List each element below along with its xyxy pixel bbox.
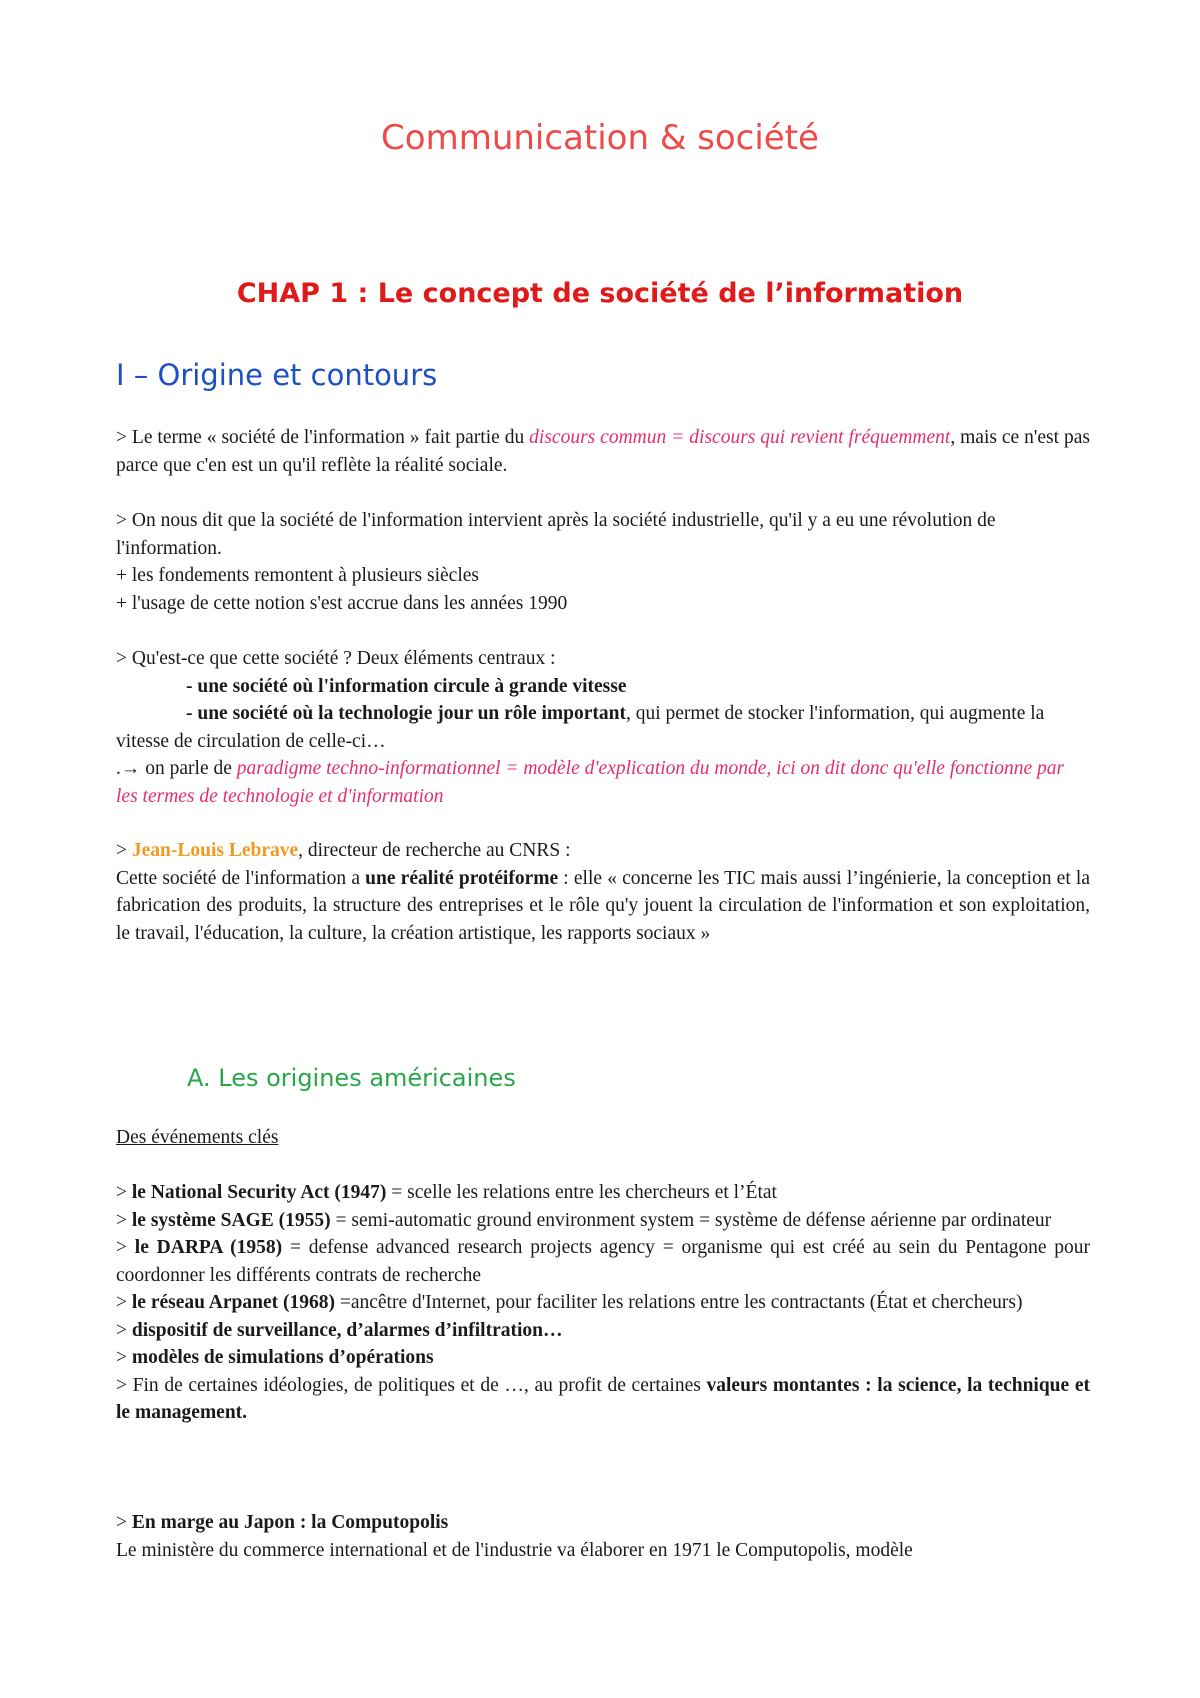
paragraph-revolution: > On nous dit que la société de l'information intervient après la société industrielle, qu'il y a eu une révolution de l'information. + les fondements remontent à plusieurs siècles + l'usage de cette notion s'est accrue dans les années 1990 [116,510,996,614]
paragraph-values: > Fin de certaines idéologies, de politiques et de …, au profit de certaines valeurs montantes : la science, la technique et le management. [116,1374,1090,1423]
paragraph-japon: > En marge au Japon : la Computopolis Le ministère du commerce international et de l'industrie va élaborer en 1971 le Computopolis, modèle [116,1512,913,1561]
highlight-definition: discours commun = discours qui revient fréquemment [529,427,951,448]
highlight-paradigm: paradigme techno-informationnel = modèle d'explication du monde, ici on dit donc qu'elle fonctionne par les termes de technologie et d'information [116,758,1065,807]
author-name: Jean-Louis Lebrave [131,840,299,861]
events-list [116,1179,1090,1427]
paragraph-lebrave: > Jean-Louis Lebrave, directeur de recherche au CNRS : Cette société de l'information a une réalité protéiforme : elle « concerne les TIC mais aussi l’ingénierie, la conception et la fabrication des produits, la structure des entreprises et le rôle qu'y jouent la circulation de l'information et son exploitation, le travail, l'éducation, la culture, la création artistique, les rapports sociaux » [116,840,1090,944]
list-item: > le National Security Act (1947) = scelle les relations entre les chercheurs et l’État [116,1182,777,1203]
events-heading: Des événements clés [116,1127,279,1148]
document-title: Communication & société [381,118,819,158]
list-item: > modèles de simulations d’opérations [116,1347,434,1368]
list-item: > le réseau Arpanet (1968) =ancêtre d'Internet, pour faciliter les relations entre les contractants (État et chercheurs) [116,1292,1023,1313]
paragraph-elements: > Qu'est-ce que cette société ? Deux éléments centraux : - une société où l'information circule à grande vitesse - une société où la technologie jour un rôle important, qui permet de stocker l'information, qui augmente la vitesse de circulation de celle-ci… .→ on parle de paradigme techno-informationnel = modèle d'explication du monde, ici on dit donc qu'elle fonctionne par les termes de technologie et d'information [116,648,1065,807]
subsection-heading: A. Les origines américaines [187,1064,516,1092]
list-item: > le DARPA (1958) = defense advanced research projects agency = organisme qui est créé au sein du Pentagone pour coordonner les différents contrats de recherche [116,1237,1091,1286]
paragraph-discours: > Le terme « société de l'information » fait partie du discours commun = discours qui revient fréquemment, mais ce n'est pas parce que c'en est un qu'il reflète la réalité sociale. [116,427,1090,476]
list-item: > dispositif de surveillance, d’alarmes d’infiltration… [116,1319,563,1341]
events-heading-block [116,1124,1090,1152]
section-heading: I – Origine et contours [116,358,438,392]
list-item: > le système SAGE (1955) = semi-automatic ground environment system = système de défense aérienne par ordinateur [116,1209,1052,1231]
chapter-heading: CHAP 1 : Le concept de société de l’information [236,278,964,309]
